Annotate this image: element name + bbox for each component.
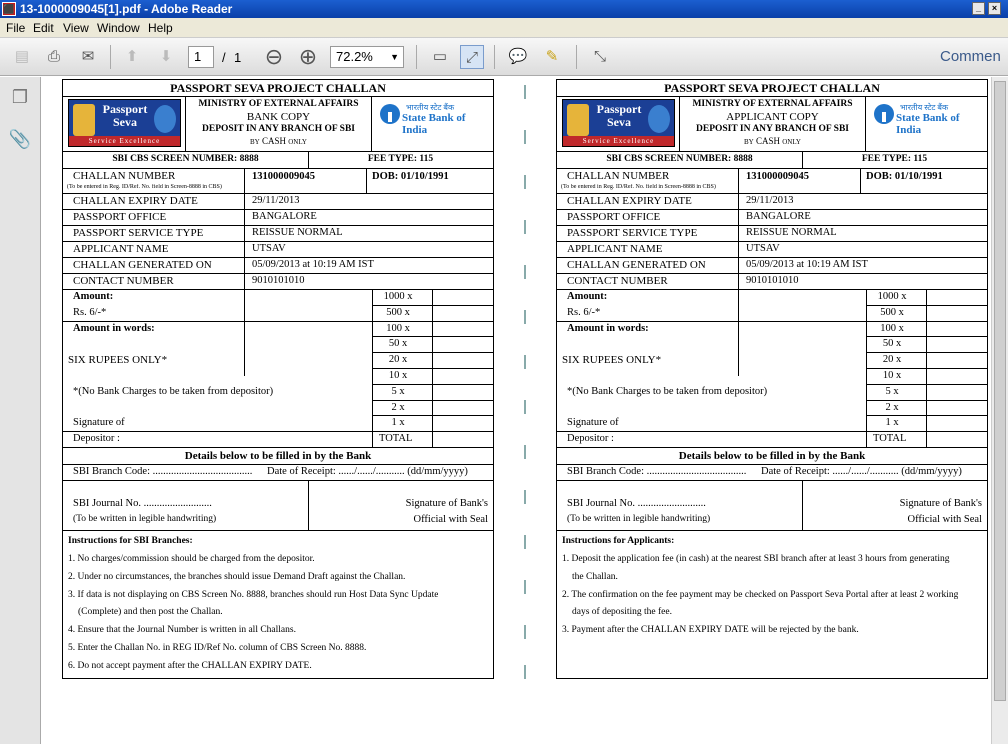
cut-line (524, 355, 526, 369)
expand-icon[interactable]: ⤡ (593, 48, 606, 65)
branch-code: SBI Branch Code: ...................................... (73, 466, 253, 477)
table-rule (63, 257, 493, 258)
sbi-hindi-name: भारतीय स्टेट बैंक (406, 103, 455, 112)
table-rule (63, 241, 493, 242)
cut-line (524, 130, 526, 144)
sbi-logo (376, 100, 492, 136)
cut-line (524, 490, 526, 504)
table-rule (63, 431, 372, 432)
menu-view[interactable]: View (63, 21, 89, 35)
copy-label: APPLICANT COPY (726, 111, 819, 123)
table-rule (557, 321, 866, 322)
scrollbar-thumb[interactable] (994, 81, 1006, 701)
ministry-name: MINISTRY OF EXTERNAL AFFAIRS (692, 99, 853, 109)
zoom-in-icon[interactable]: ⊕ (298, 44, 318, 69)
table-rule (866, 384, 987, 385)
cut-line (524, 665, 526, 679)
page-total: 1 (234, 50, 242, 65)
menu-window[interactable]: Window (97, 21, 140, 35)
zoom-value: 72.2% (336, 49, 373, 64)
fit-width-icon[interactable]: ⤢ (460, 45, 484, 69)
details-heading: Details below to be filled in by the Bank (184, 450, 372, 462)
instructions-title: Instructions for Applicants: (562, 536, 675, 546)
table-rule (63, 193, 493, 194)
date-of-receipt: Date of Receipt: ....../....../........... (dd/mm/yyyy) (267, 466, 468, 477)
field-value: UTSAV (252, 243, 286, 254)
bank-charges-note: *(No Bank Charges to be taken from depositor) (567, 386, 768, 397)
table-rule (372, 321, 493, 322)
amount-value: Rs. 6/-* (567, 307, 601, 318)
chevron-down-icon: ▼ (390, 52, 399, 62)
minimize-button[interactable]: _ (972, 2, 985, 15)
instruction-item: 3. If data is not displaying on CBS Screen No. 8888, branches should run Host Data Sync Update (68, 589, 439, 600)
instruction-item: (Complete) and then post the Challan. (78, 607, 223, 618)
by-cash-line (186, 136, 371, 146)
instructions-title: Instructions for SBI Branches: (68, 536, 193, 546)
table-rule (63, 480, 493, 481)
branch-code: SBI Branch Code: ...................................... (567, 466, 747, 477)
cut-line (524, 265, 526, 279)
instruction-item: 2. Under no circumstances, the branches should issue Demand Draft against the Challan. (68, 571, 406, 582)
table-rule (63, 321, 372, 322)
table-rule (557, 431, 866, 432)
denomination: 20 x (882, 354, 902, 366)
journal-note: (To be written in legible handwriting) (567, 514, 711, 524)
table-rule (738, 168, 739, 376)
field-label: PASSPORT SERVICE TYPE (567, 227, 698, 239)
instruction-item: 2. The confirmation on the fee payment may be checked on Passport Seva Portal after at least 2 working (562, 589, 959, 600)
instruction-item: 5. Enter the Challan No. in REG ID/Ref No. column of CBS Screen No. 8888. (68, 643, 367, 653)
table-rule (63, 168, 493, 169)
toolbar-separator (110, 45, 111, 69)
date-of-birth: DOB: 01/10/1991 (866, 171, 943, 182)
table-rule (63, 151, 493, 152)
table-rule (63, 96, 493, 97)
table-rule (557, 530, 987, 531)
table-rule (866, 368, 987, 369)
field-label: CHALLAN GENERATED ON (567, 259, 706, 271)
journal-note: (To be written in legible handwriting) (73, 514, 217, 524)
cut-line (524, 310, 526, 324)
field-label: CHALLAN EXPIRY DATE (567, 195, 692, 207)
field-value: 9010101010 (252, 275, 305, 286)
bank-signature-label: Signature of Bank's (405, 498, 488, 509)
denomination: 2 x (391, 401, 405, 413)
table-rule (557, 241, 987, 242)
applicant-copy-challan (556, 79, 988, 679)
field-label: PASSPORT OFFICE (567, 211, 661, 223)
field-value: 05/09/2013 at 10:19 AM IST (746, 259, 868, 270)
instruction-item: days of depositing the fee. (572, 607, 672, 618)
cut-line (524, 445, 526, 459)
cut-line (524, 175, 526, 189)
bank-copy-challan (62, 79, 494, 679)
field-label: CONTACT NUMBER (73, 275, 174, 287)
passport-seva-logo (68, 99, 181, 147)
table-rule (557, 168, 987, 169)
zoom-select[interactable] (330, 46, 404, 68)
vertical-scrollbar[interactable] (991, 77, 1008, 744)
previous-page-icon[interactable]: ⬆ (125, 48, 139, 65)
journal-number: SBI Journal No. .......................... (567, 498, 706, 509)
denomination: 1000 x (383, 291, 413, 302)
fee-type: FEE TYPE: 115 (367, 154, 434, 164)
denomination: TOTAL (379, 433, 413, 445)
table-rule (372, 431, 493, 432)
details-heading: Details below to be filled in by the Bank (678, 450, 866, 462)
amount-words: SIX RUPEES ONLY* (562, 354, 662, 366)
cut-line (524, 400, 526, 414)
by-cash-line (680, 136, 865, 146)
deposit-instruction: DEPOSIT IN ANY BRANCH OF SBI (202, 124, 355, 134)
sbi-keyhole-icon (874, 104, 894, 124)
table-rule (372, 305, 493, 306)
instruction-item: 6. Do not accept payment after the CHALLAN EXPIRY DATE. (68, 660, 312, 671)
denomination: TOTAL (873, 433, 907, 445)
field-value: BANGALORE (746, 211, 811, 222)
field-label: CONTACT NUMBER (567, 275, 668, 287)
table-rule (557, 273, 987, 274)
table-rule (557, 96, 987, 97)
deposit-instruction: DEPOSIT IN ANY BRANCH OF SBI (696, 124, 849, 134)
amount-label: Amount: (73, 291, 114, 302)
table-rule (866, 321, 987, 322)
table-rule (63, 273, 493, 274)
menu-edit[interactable]: Edit (33, 21, 54, 35)
field-label: CHALLAN GENERATED ON (73, 259, 212, 271)
next-page-icon[interactable]: ⬇ (159, 48, 173, 65)
depositor-signature-label: Depositor : (567, 433, 614, 444)
logo-band: Service Excellence (563, 136, 674, 146)
only-text: ONLY (782, 138, 801, 146)
table-rule (557, 193, 987, 194)
field-label: APPLICANT NAME (73, 243, 169, 255)
instruction-item: the Challan. (572, 571, 618, 582)
table-rule (63, 530, 493, 531)
screen-number: SBI CBS SCREEN NUMBER: 8888 (112, 154, 259, 164)
ministry-name: MINISTRY OF EXTERNAL AFFAIRS (198, 99, 359, 109)
denomination: 5 x (885, 385, 899, 397)
emblem-icon (73, 104, 95, 136)
field-label: APPLICANT NAME (567, 243, 663, 255)
cut-line (524, 220, 526, 234)
table-rule (63, 225, 493, 226)
challan-number: 131000009045 (252, 171, 315, 182)
bank-signature-label: Official with Seal (413, 514, 488, 525)
instruction-item: 1. Deposit the application fee (in cash) at the nearest SBI branch after at least 3 hours from generating (562, 554, 950, 564)
challan-title: PASSPORT SEVA PROJECT CHALLAN (664, 81, 880, 95)
table-rule (244, 168, 245, 376)
logo-text: Passport Seva (596, 102, 642, 129)
denomination: 50 x (388, 338, 408, 350)
save-icon[interactable]: ▤ (14, 48, 30, 65)
denomination: 1 x (885, 417, 899, 429)
cut-line (524, 85, 526, 99)
table-rule (63, 289, 493, 290)
challan-number-note: (To be entered in Reg. ID/Ref. No. field in Screen-8888 in CBS) (67, 184, 222, 190)
amount-words: SIX RUPEES ONLY* (68, 354, 168, 366)
field-label: PASSPORT SERVICE TYPE (73, 227, 204, 239)
page-separator: / (222, 50, 226, 65)
pages-icon[interactable]: ❐ (11, 87, 29, 107)
table-rule (866, 400, 987, 401)
denomination: 500 x (386, 306, 410, 318)
instruction-item: 1. No charges/commission should be charged from the depositor. (68, 554, 315, 564)
field-value: 29/11/2013 (746, 195, 794, 206)
table-rule (63, 209, 493, 210)
denomination: 100 x (880, 322, 904, 334)
toolbar-separator (494, 45, 495, 69)
highlight-text-icon[interactable]: ✎ (545, 48, 559, 65)
window-title: 13-1000009045[1].pdf - Adobe Reader (20, 2, 233, 16)
logo-text: Passport Seva (102, 102, 148, 129)
table-rule (557, 289, 987, 290)
field-value: BANGALORE (252, 211, 317, 222)
comment-icon[interactable]: 💬 (508, 48, 528, 65)
table-rule (860, 168, 861, 193)
pdf-icon: ⬛ (3, 4, 15, 14)
copy-label: BANK COPY (246, 111, 311, 123)
only-text: ONLY (288, 138, 307, 146)
challan-number-label: CHALLAN NUMBER (73, 170, 176, 182)
table-rule (372, 336, 493, 337)
email-icon[interactable]: ✉ (81, 48, 95, 65)
attachment-icon[interactable]: 📎 (8, 129, 32, 149)
cash-text: CASH (261, 136, 286, 146)
navigation-panel (0, 77, 41, 744)
denomination: 100 x (386, 322, 410, 334)
toolbar (0, 38, 1008, 76)
passport-seva-logo (562, 99, 675, 147)
instruction-item: 3. Payment after the CHALLAN EXPIRY DATE will be rejected by the bank. (562, 625, 859, 636)
globe-icon (648, 105, 670, 133)
logo-band: Service Excellence (69, 136, 180, 146)
cut-line (524, 580, 526, 594)
toolbar-separator (416, 45, 417, 69)
instruction-item: 4. Ensure that the Journal Number is written in all Challans. (68, 625, 296, 636)
menu-help[interactable]: Help (148, 21, 173, 35)
table-rule (63, 447, 493, 448)
table-rule (366, 168, 367, 193)
close-button[interactable]: × (988, 2, 1001, 15)
denomination: 1000 x (877, 291, 907, 302)
amount-words-label: Amount in words: (73, 323, 155, 334)
denomination: 1 x (391, 417, 405, 429)
cut-line (524, 535, 526, 549)
depositor-signature-label: Signature of (73, 417, 125, 428)
field-value: UTSAV (746, 243, 780, 254)
challan-title: PASSPORT SEVA PROJECT CHALLAN (170, 81, 386, 95)
table-rule (866, 352, 987, 353)
table-rule (557, 464, 987, 465)
depositor-signature-label: Signature of (567, 417, 619, 428)
menu-file[interactable]: File (6, 21, 26, 35)
date-of-receipt: Date of Receipt: ....../....../........... (dd/mm/yyyy) (761, 466, 962, 477)
table-rule (557, 257, 987, 258)
by-text: BY (250, 138, 260, 146)
denomination: 10 x (388, 370, 408, 381)
table-rule (866, 431, 987, 432)
table-rule (371, 96, 372, 151)
field-value: 05/09/2013 at 10:19 AM IST (252, 259, 374, 270)
toolbar-separator (576, 45, 577, 69)
page-number-input[interactable]: 1 (188, 46, 214, 68)
zoom-out-icon[interactable]: ⊖ (264, 44, 284, 69)
journal-number: SBI Journal No. .......................... (73, 498, 212, 509)
table-rule (372, 352, 493, 353)
table-rule (372, 368, 493, 369)
denomination: 5 x (391, 385, 405, 397)
bank-signature-label: Official with Seal (907, 514, 982, 525)
cash-text: CASH (755, 136, 780, 146)
screen-number: SBI CBS SCREEN NUMBER: 8888 (606, 154, 753, 164)
sbi-name: State Bank of India (896, 112, 960, 136)
challan-number-note: (To be entered in Reg. ID/Ref. No. field in Screen-8888 in CBS) (561, 184, 716, 190)
table-rule (866, 336, 987, 337)
denomination: 500 x (880, 306, 904, 318)
denomination: 20 x (388, 354, 408, 366)
table-rule (557, 480, 987, 481)
field-value: 9010101010 (746, 275, 799, 286)
table-rule (63, 464, 493, 465)
table-rule (372, 384, 493, 385)
field-label: CHALLAN EXPIRY DATE (73, 195, 198, 207)
sbi-logo (870, 100, 986, 136)
table-rule (865, 96, 866, 151)
fee-type: FEE TYPE: 115 (861, 154, 928, 164)
denomination: 50 x (882, 338, 902, 350)
sbi-name: State Bank of India (402, 112, 466, 136)
print-icon[interactable]: ⎙ (47, 48, 60, 65)
depositor-signature-label: Depositor : (73, 433, 120, 444)
table-rule (372, 400, 493, 401)
challan-number-label: CHALLAN NUMBER (567, 170, 670, 182)
table-rule (557, 209, 987, 210)
cut-line (524, 625, 526, 639)
globe-icon (154, 105, 176, 133)
emblem-icon (567, 104, 589, 136)
sbi-hindi-name: भारतीय स्टेट बैंक (900, 103, 949, 112)
amount-value: Rs. 6/-* (73, 307, 107, 318)
comment-panel-link[interactable]: Commen (940, 48, 1001, 65)
field-value: REISSUE NORMAL (252, 227, 343, 238)
field-label: PASSPORT OFFICE (73, 211, 167, 223)
table-rule (557, 447, 987, 448)
date-of-birth: DOB: 01/10/1991 (372, 171, 449, 182)
fit-page-icon[interactable]: ▭ (432, 48, 448, 65)
bank-charges-note: *(No Bank Charges to be taken from depositor) (73, 386, 274, 397)
sbi-keyhole-icon (380, 104, 400, 124)
denomination: 2 x (885, 401, 899, 413)
amount-label: Amount: (567, 291, 608, 302)
denomination: 10 x (882, 370, 902, 381)
table-rule (866, 415, 987, 416)
field-value: REISSUE NORMAL (746, 227, 837, 238)
field-value: 29/11/2013 (252, 195, 300, 206)
menu-bar (0, 18, 1008, 38)
title-bar (0, 0, 1008, 18)
table-rule (557, 225, 987, 226)
by-text: BY (744, 138, 754, 146)
amount-words-label: Amount in words: (567, 323, 649, 334)
table-rule (557, 151, 987, 152)
table-rule (866, 305, 987, 306)
table-rule (372, 415, 493, 416)
challan-number: 131000009045 (746, 171, 809, 182)
bank-signature-label: Signature of Bank's (899, 498, 982, 509)
